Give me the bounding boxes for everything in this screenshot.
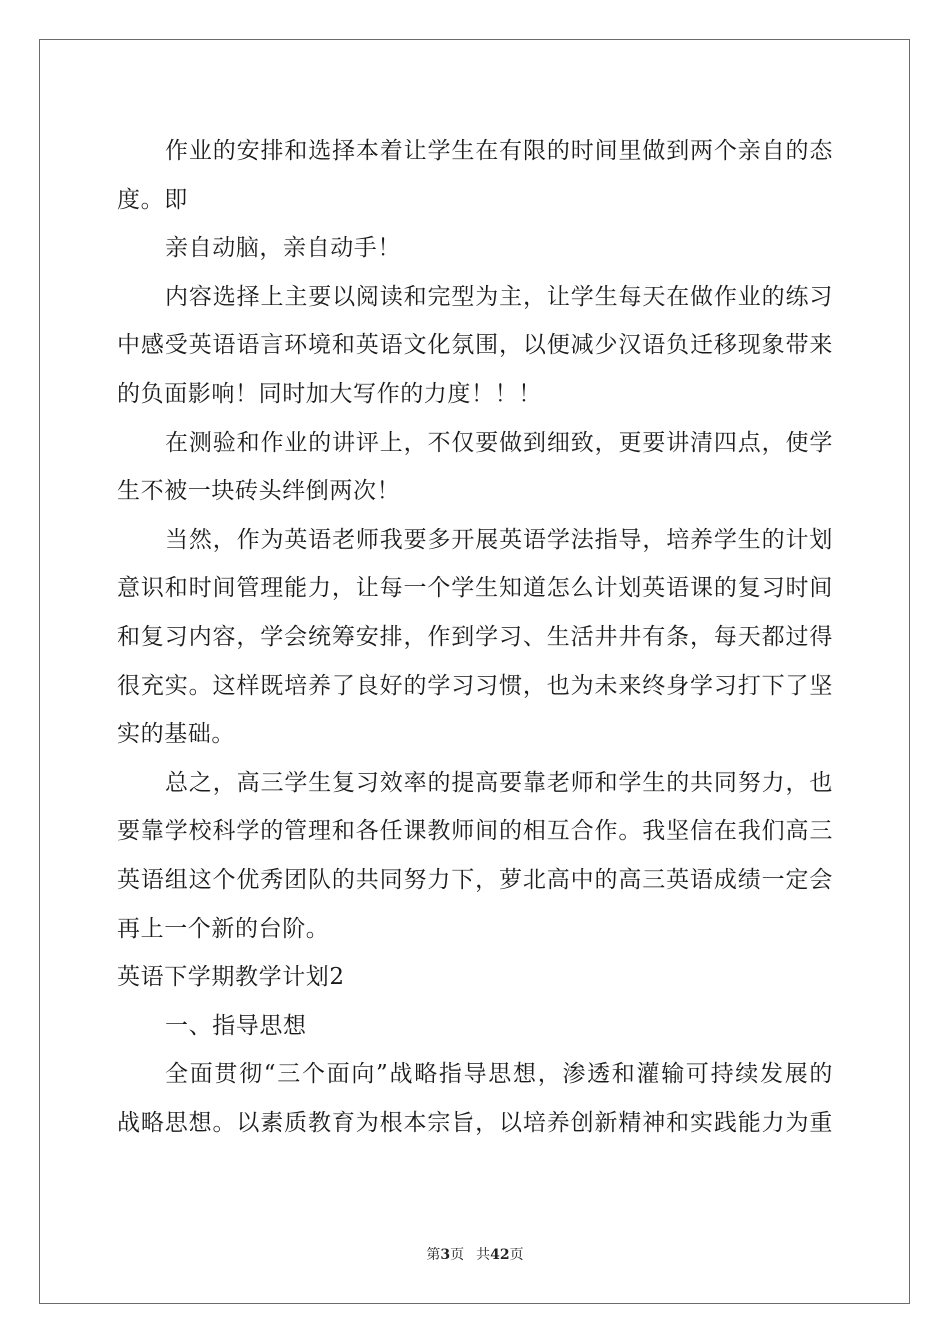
text-line: 很充实。这样既培养了良好的学习习惯，也为未来终身学习打下了坚 — [117, 672, 833, 699]
page-prefix: 第 — [426, 1247, 441, 1263]
total-prefix: 共 — [476, 1247, 491, 1263]
page-suffix: 页 — [450, 1247, 465, 1263]
text-line: 在测验和作业的讲评上，不仅要做到细致，更要讲清四点，使学 — [165, 429, 833, 456]
text-line: 作业的安排和选择本着让学生在有限的时间里做到两个亲自的态 — [165, 138, 833, 164]
text-line: 内容选择上主要以阅读和完型为主，让学生每天在做作业的练习 — [165, 283, 833, 310]
text-line: 度。即 — [117, 186, 188, 213]
text-line: 全面贯彻“三个面向”战略指导思想，渗透和灌输可持续发展的 — [165, 1061, 833, 1088]
text-line: 意识和时间管理能力，让每一个学生知道怎么计划英语课的复习时间 — [117, 575, 833, 602]
total-suffix: 页 — [509, 1247, 524, 1263]
text-line: 实的基础。 — [117, 721, 235, 748]
text-line: 当然，作为英语老师我要多开展英语学法指导，培养学生的计划 — [165, 526, 833, 553]
text-line: 英语组这个优秀团队的共同努力下，萝北高中的高三英语成绩一定会 — [117, 866, 833, 893]
subsection-heading: 一、指导思想 — [165, 1012, 307, 1039]
text-line: 中感受英语语言环境和英语文化氛围，以便减少汉语负迁移现象带来 — [117, 332, 833, 359]
text-line: 战略思想。以素质教育为根本宗旨，以培养创新精神和实践能力为重 — [117, 1109, 833, 1136]
text-line: 亲自动脑，亲自动手！ — [165, 235, 401, 262]
page-number: 3 — [440, 1247, 451, 1263]
page-footer — [0, 1246, 950, 1264]
text-line: 生不被一块砖头绊倒两次！ — [117, 478, 401, 505]
text-line: 和复习内容，学会统筹安排，作到学习、生活井井有条，每天都过得 — [117, 623, 833, 650]
text-line: 要靠学校科学的管理和各任课教师间的相互合作。我坚信在我们高三 — [117, 818, 833, 845]
document-body — [117, 127, 833, 1147]
total-pages: 42 — [490, 1247, 510, 1263]
section-heading: 英语下学期教学计划2 — [117, 964, 345, 991]
text-line: 再上一个新的台阶。 — [117, 915, 330, 942]
text-line: 的负面影响！同时加大写作的力度！！！ — [117, 380, 542, 407]
text-line: 总之，高三学生复习效率的提高要靠老师和学生的共同努力，也 — [165, 769, 833, 796]
